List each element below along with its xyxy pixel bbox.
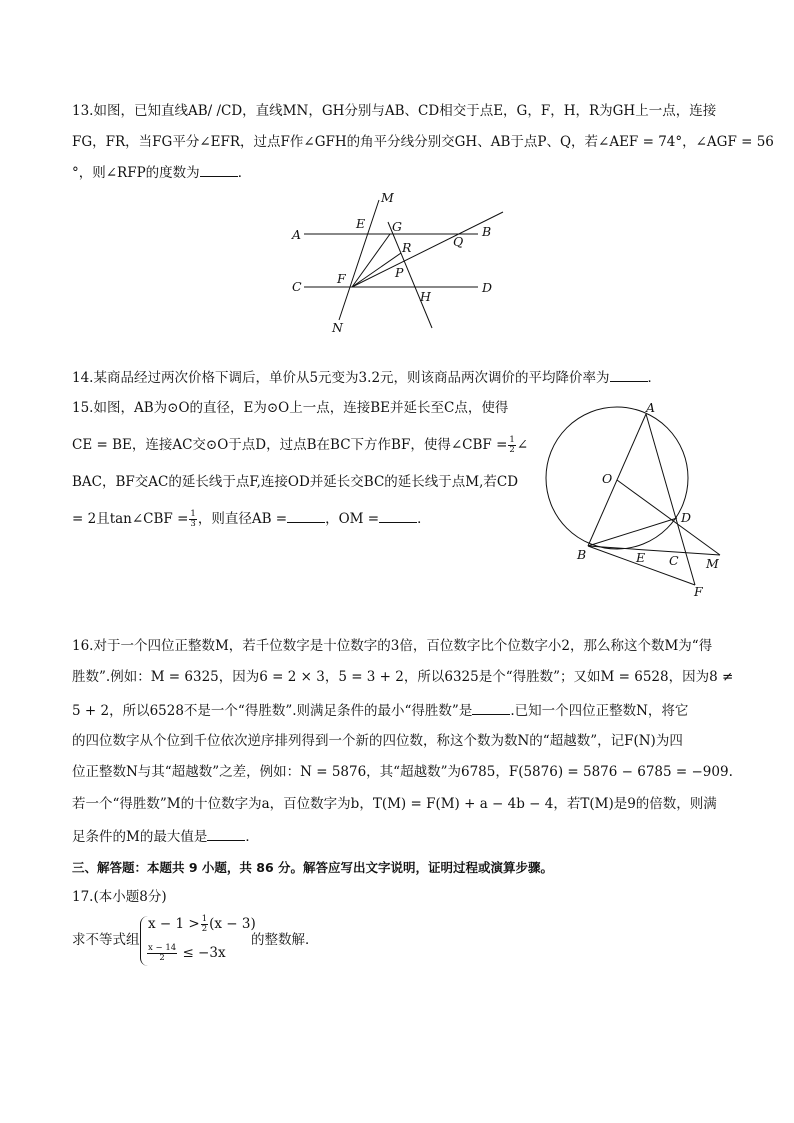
- label-E: E: [636, 550, 646, 565]
- q16-line-5: 位正整数N与其“超越数”之差，例如：N = 5876，其“超越数”为6785，F(5876) = 5876 − 6785 = −909.: [72, 764, 733, 780]
- label-O: O: [602, 471, 613, 486]
- label-F: F: [337, 271, 346, 286]
- label-M: M: [381, 190, 394, 205]
- q13-line-3: °，则∠RFP的度数为 ．: [72, 162, 251, 183]
- label-P: P: [395, 265, 404, 280]
- label-G: G: [392, 219, 402, 234]
- q15-line-4: = 2且tan∠CBF = $\frac{1}{3}$ ，则直径AB = ，OM = ．: [72, 509, 431, 529]
- label-A: A: [292, 227, 302, 242]
- q16-line-1: 16.对于一个四位正整数M，若千位数字是十位数字的3倍，百位数字比个位数字小2，那么称这个数M为“得: [72, 638, 713, 654]
- label-D: D: [681, 510, 692, 525]
- label-R: R: [402, 240, 412, 255]
- q17-inequality-1: x − 1 > $\frac{1}{2}$ (x − 3): [148, 914, 256, 934]
- label-F: F: [694, 584, 703, 599]
- q17-suffix: 的整数解．: [251, 932, 319, 948]
- answer-blank[interactable]: [472, 700, 510, 715]
- q14-line: 14.某商品经过两次价格下调后，单价从5元变为3.2元，则该商品两次调价的平均降价率为 ．: [72, 367, 661, 388]
- label-A: A: [646, 400, 656, 415]
- label-B: B: [482, 224, 492, 239]
- label-B: B: [577, 547, 587, 562]
- q15-line-1: 15.如图，AB为⊙O的直径，E为⊙O上一点，连接BE并延长至C点，使得: [72, 400, 509, 416]
- q16-line-6: 若一个“得胜数”M的十位数字为a，百位数字为b，T(M) = F(M) + a − 4b − 4，若T(M)是9的倍数，则满: [72, 796, 717, 812]
- q16-line-2: 胜数”.例如：M = 6325，因为6 = 2 × 3，5 = 3 + 2，所以6325是个“得胜数”；又如M = 6528，因为8 ≠: [72, 669, 734, 685]
- fraction: $\frac{1}{2}$: [509, 435, 515, 455]
- section-3-title: 三、解答题：本题共 9 小题，共 86 分。解答应写出文字说明，证明过程或演算步骤。: [72, 860, 554, 875]
- label-M: M: [706, 556, 719, 571]
- q17-inequality-2: $\frac{x - 14}{2}$ ≤ −3x: [148, 943, 226, 963]
- q13-line-1: 13.如图，已知直线AB/ /CD，直线MN，GH分别与AB、CD相交于点E，G，F，H，R为GH上一点，连接: [72, 103, 717, 119]
- fraction: $\frac{1}{3}$: [190, 509, 196, 529]
- q13-line-2: FG，FR，当FG平分∠EFR，过点F作∠GFH的角平分线分别交GH、AB于点P、Q，若∠AEF = 74°，∠AGF = 56: [72, 134, 774, 150]
- label-C: C: [292, 279, 302, 294]
- fraction: $\frac{1}{2}$: [201, 914, 208, 934]
- q15-line-3: BAC，BF交AC的延长线于点F,连接OD并延长交BC的延长线于点M,若CD: [72, 474, 519, 490]
- label-D: D: [482, 280, 493, 295]
- circle-o: [546, 407, 688, 549]
- q16-line-4: 的四位数字从个位到千位依次逆序排列得到一个新的四位数，称这个数为数N的“超越数”，记F(N)为四: [72, 733, 683, 749]
- label-Q: Q: [453, 234, 464, 249]
- label-N: N: [332, 320, 343, 335]
- fraction: $\frac{x - 14}{2}$: [148, 943, 177, 963]
- q16-line-3: 5 + 2，所以6528不是一个“得胜数”.则满足条件的最小“得胜数”是 .已知一个四位正整数N，将它: [72, 700, 688, 721]
- label-E: E: [356, 216, 366, 231]
- label-H: H: [420, 289, 431, 304]
- answer-blank[interactable]: [207, 826, 245, 841]
- q17-header: 17.(本小题8分): [72, 889, 167, 905]
- q17-prefix: 求不等式组: [72, 932, 140, 948]
- q15-line-2: CE = BE，连接AC交⊙O于点D，过点B在BC下方作BF，使得∠CBF = $\frac{1}{2}$ ∠: [72, 435, 529, 455]
- label-C: C: [669, 553, 679, 568]
- q16-line-7: 足条件的M的最大值是 ．: [72, 826, 259, 847]
